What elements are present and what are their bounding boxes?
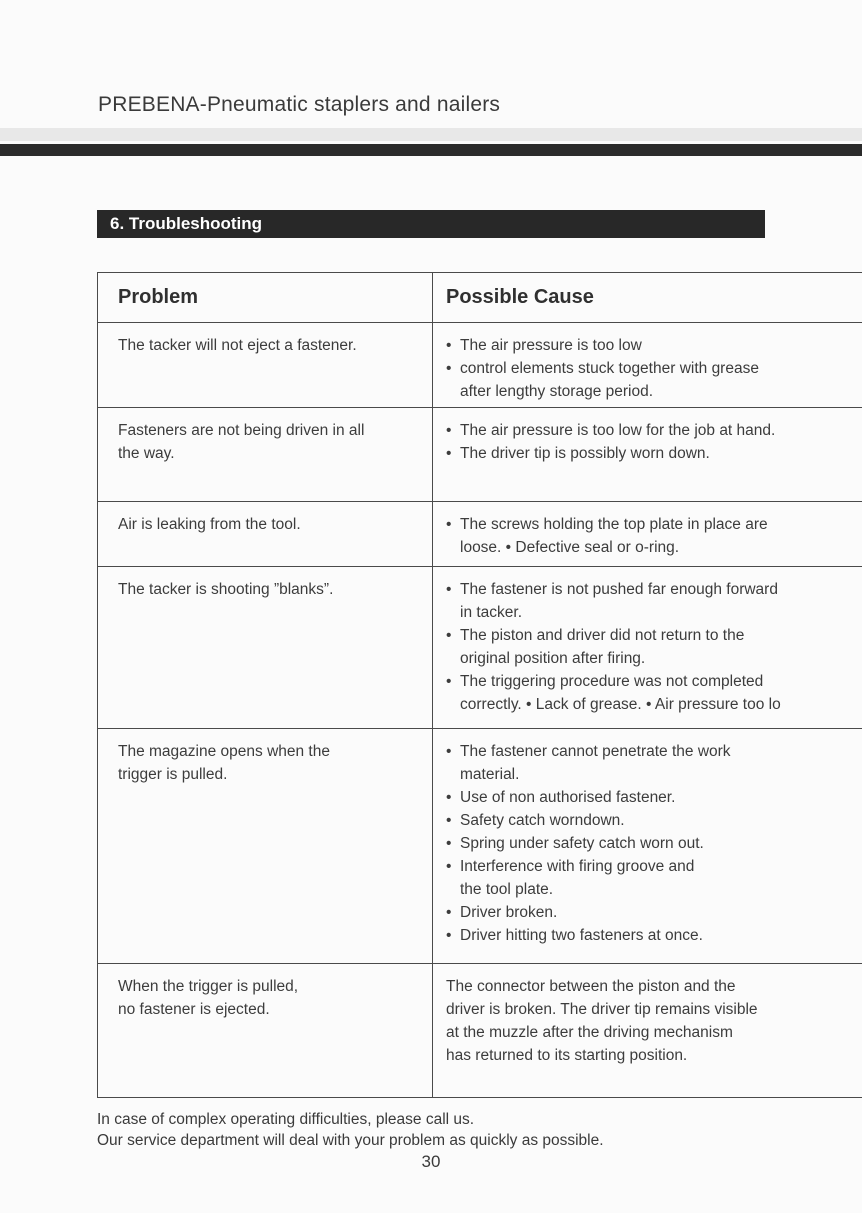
section-header-bar — [97, 210, 765, 238]
cause-text-line — [446, 924, 862, 947]
cause-text-line: after lengthy storage period. — [460, 383, 654, 400]
cause-text-line — [446, 357, 862, 380]
cause-text: The fastener cannot penetrate the work — [460, 743, 731, 760]
table-header-row — [98, 273, 862, 323]
cause-text-line: at the muzzle after the driving mechanism — [446, 1024, 733, 1041]
cause-text: Spring under safety catch worn out. — [460, 835, 704, 852]
table-row — [98, 729, 862, 964]
bullet-icon: • — [446, 673, 452, 690]
cause-text: The screws holding the top plate in place are — [460, 516, 768, 533]
table — [97, 272, 862, 1098]
cause-text-line — [446, 809, 862, 832]
cause-text: Use of non authorised fastener. — [460, 789, 676, 806]
cause-text-line — [446, 513, 862, 536]
problem-text-line: The magazine opens when the — [118, 743, 330, 760]
problem-cell — [98, 964, 433, 1098]
bullet-icon: • — [446, 858, 452, 875]
footer-line-1: In case of complex operating difficulties, please call us. — [97, 1111, 475, 1128]
footer-line-2: Our service department will deal with your problem as quickly as possible. — [97, 1132, 604, 1149]
bullet-icon: • — [446, 516, 452, 533]
table-row — [98, 502, 862, 567]
cause-text-line: driver is broken. The driver tip remains visible — [446, 1001, 758, 1018]
cause-cell — [433, 964, 862, 1098]
cause-text-line: correctly. • Lack of grease. • Air pressure too lo — [460, 696, 781, 713]
cause-text: The piston and driver did not return to the — [460, 627, 745, 644]
divider-band-light — [0, 128, 862, 141]
section-title: 6. Troubleshooting — [110, 214, 263, 233]
cause-text-line — [446, 786, 862, 809]
cause-text-line — [446, 740, 862, 763]
col-header-problem: Problem — [98, 273, 433, 323]
bullet-icon: • — [446, 789, 452, 806]
cause-text-line — [446, 624, 862, 647]
problem-text-line: Air is leaking from the tool. — [118, 516, 301, 533]
problem-cell — [98, 502, 433, 567]
cause-cell — [433, 323, 862, 408]
cause-text-line — [446, 901, 862, 924]
problem-text-line: the way. — [118, 445, 175, 462]
bullet-icon: • — [446, 835, 452, 852]
cause-cell — [433, 567, 862, 729]
bullet-icon: • — [446, 337, 452, 354]
table-body — [98, 323, 862, 1098]
cause-text-line: original position after firing. — [460, 650, 646, 667]
cause-text: control elements stuck together with grease — [460, 360, 759, 377]
bullet-icon: • — [446, 422, 452, 439]
cause-text-line — [446, 670, 862, 693]
problem-cell — [98, 567, 433, 729]
cause-text: The triggering procedure was not completed — [460, 673, 764, 690]
cause-text-line — [446, 442, 862, 465]
cause-text-line — [446, 578, 862, 601]
cause-text-line: loose. • Defective seal or o-ring. — [460, 539, 680, 556]
problem-cell — [98, 323, 433, 408]
cause-text-line — [446, 855, 862, 878]
cause-cell — [433, 502, 862, 567]
cause-text-line: The connector between the piston and the — [446, 978, 736, 995]
cause-text: Driver broken. — [460, 904, 558, 921]
problem-cell — [98, 729, 433, 964]
troubleshooting-table — [97, 272, 862, 1098]
bullet-icon: • — [446, 743, 452, 760]
cause-text: Driver hitting two fasteners at once. — [460, 927, 703, 944]
problem-text-line: The tacker will not eject a fastener. — [118, 337, 357, 354]
problem-text-line: Fasteners are not being driven in all — [118, 422, 365, 439]
table-row — [98, 567, 862, 729]
cause-text-line — [446, 832, 862, 855]
table-row — [98, 408, 862, 502]
bullet-icon: • — [446, 445, 452, 462]
cause-text-line: has returned to its starting position. — [446, 1047, 688, 1064]
problem-text-line: The tacker is shooting ”blanks”. — [118, 581, 334, 598]
problem-text-line: When the trigger is pulled, — [118, 978, 299, 995]
bullet-icon: • — [446, 581, 452, 598]
problem-text-line: trigger is pulled. — [118, 766, 228, 783]
cause-text: Interference with firing groove and — [460, 858, 695, 875]
cause-text: The driver tip is possibly worn down. — [460, 445, 710, 462]
cause-cell — [433, 408, 862, 502]
cause-cell — [433, 729, 862, 964]
page-title: PREBENA-Pneumatic staplers and nailers — [98, 93, 501, 116]
problem-text-line: no fastener is ejected. — [118, 1001, 270, 1018]
cause-text-line: the tool plate. — [460, 881, 554, 898]
table-row — [98, 323, 862, 408]
bullet-icon: • — [446, 360, 452, 377]
cause-text-line — [446, 334, 862, 357]
table-row — [98, 964, 862, 1098]
page-number: 30 — [421, 1152, 441, 1171]
problem-cell — [98, 408, 433, 502]
cause-text: The air pressure is too low for the job at hand. — [460, 422, 776, 439]
cause-text-line — [446, 419, 862, 442]
bullet-icon: • — [446, 927, 452, 944]
bullet-icon: • — [446, 812, 452, 829]
divider-band-dark — [0, 144, 862, 156]
footer-note — [97, 1109, 604, 1151]
cause-text-line: material. — [460, 766, 520, 783]
bullet-icon: • — [446, 627, 452, 644]
col-header-possible-cause: Possible Cause — [433, 273, 862, 323]
cause-text-line: in tacker. — [460, 604, 523, 621]
cause-text: The air pressure is too low — [460, 337, 642, 354]
cause-text: Safety catch worndown. — [460, 812, 625, 829]
bullet-icon: • — [446, 904, 452, 921]
cause-text: The fastener is not pushed far enough forward — [460, 581, 778, 598]
